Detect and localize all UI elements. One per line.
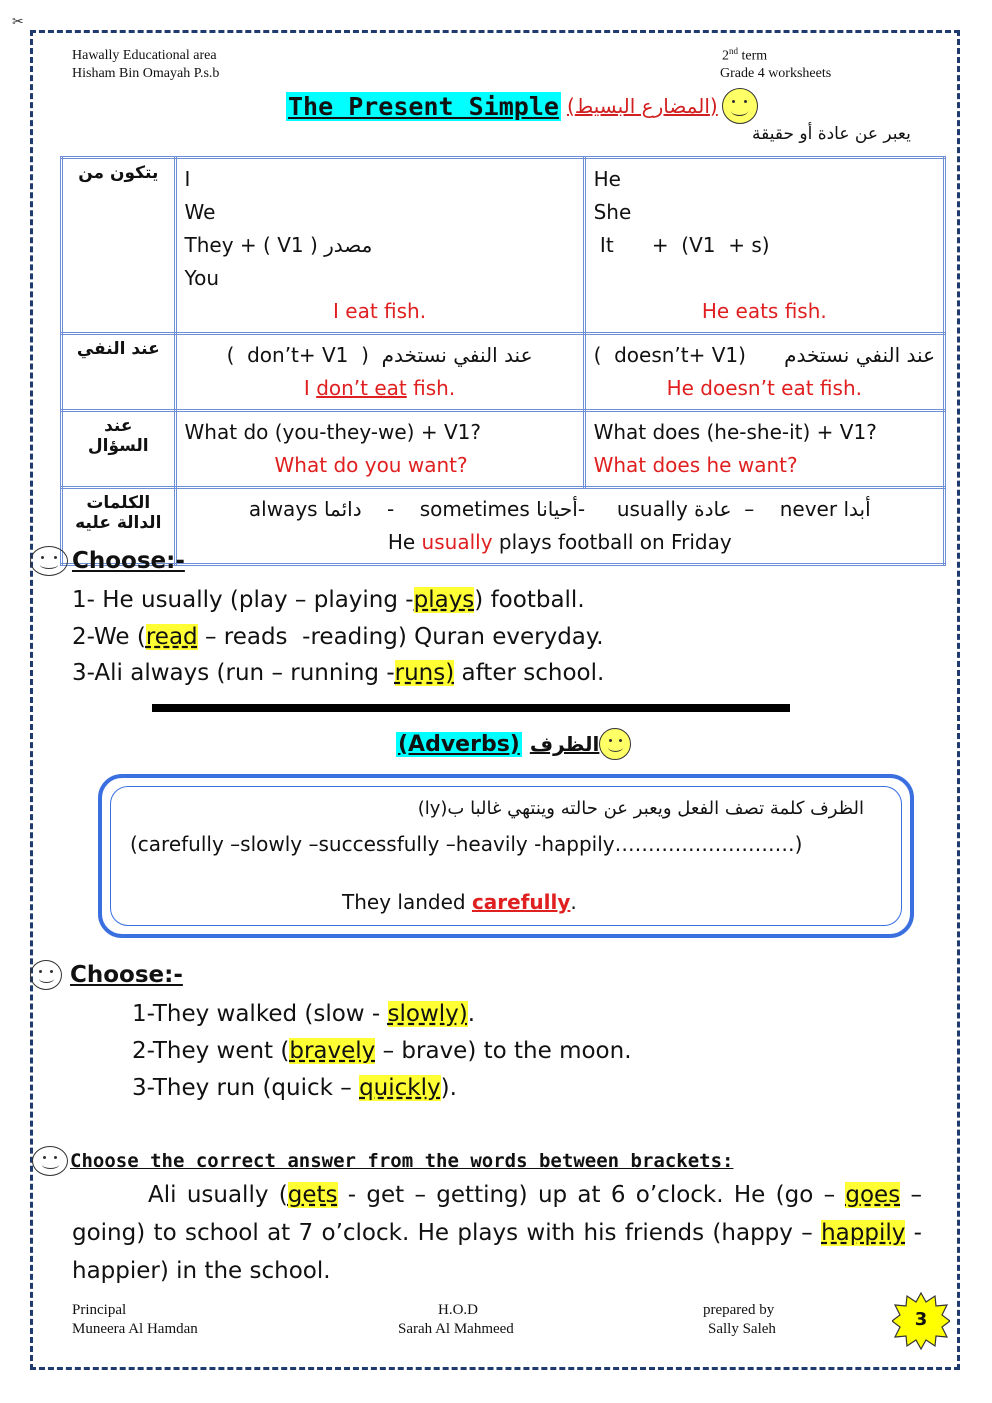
exercise-item	[132, 1070, 457, 1107]
page-title	[286, 88, 758, 124]
exercise-item	[132, 996, 475, 1033]
answer-highlight: goes	[845, 1182, 901, 1208]
smiley-icon	[30, 960, 62, 990]
page-number-badge	[892, 1292, 950, 1350]
question-rule: What does (he-she-it) + V1?	[593, 420, 877, 444]
answer-highlight: quickly	[359, 1075, 441, 1101]
table-cell	[584, 334, 944, 411]
keywords-line: always دائما - sometimes أحيانا- usually عادة – never أبدا	[248, 497, 871, 521]
adverb-examples: (carefully –slowly –successfully –heavily -happily………………………)	[130, 832, 803, 856]
table-cell	[175, 334, 584, 411]
header-grade: Grade 4 worksheets	[720, 66, 832, 81]
row-label: يتكون من	[62, 158, 176, 334]
pronoun-line: They + ( V1 ) مصدر	[184, 233, 373, 257]
question-text: – reads -reading) Quran everyday.	[197, 624, 604, 650]
example-sentence: He doesn’t eat fish.	[666, 376, 862, 400]
section2-heading	[30, 960, 183, 990]
header-term	[722, 46, 767, 65]
example-part: plays football on Friday	[492, 530, 732, 554]
table-cell	[175, 411, 584, 488]
adverb-definition: الظرف كلمة تصف الفعل ويعبر عن حالته وينتهي غالبا ب(ly)	[417, 798, 864, 819]
example-sentence: He eats fish.	[701, 299, 827, 323]
grammar-table	[60, 156, 946, 566]
pronoun-line: She	[593, 200, 632, 224]
question-text: ) football.	[474, 587, 585, 613]
question-text: – brave) to the moon.	[375, 1038, 632, 1064]
example-part: He	[387, 530, 422, 554]
section-divider	[152, 704, 790, 712]
pronoun-line: We	[184, 200, 216, 224]
answer-highlight: happily	[821, 1220, 906, 1246]
title-note: يعبر عن عادة أو حقيقة	[752, 124, 911, 144]
paragraph-text: – going) to school at 7 o’clock. He plays with his friends (happy –	[72, 1182, 923, 1246]
question-text: after school.	[454, 660, 605, 686]
row-label: عند السؤال	[62, 411, 176, 488]
instruction-heading: Choose the correct answer from the words between brackets:	[70, 1150, 734, 1172]
example-sentence	[185, 526, 935, 559]
table-row	[62, 334, 945, 411]
example-sentence	[185, 372, 575, 405]
section3-heading	[32, 1146, 733, 1176]
example-sentence: What do you want?	[274, 453, 468, 477]
answer-highlight: plays	[413, 587, 475, 613]
table-row	[62, 488, 945, 565]
pronoun-line: He	[593, 167, 621, 191]
question-text: 2-They went (	[132, 1038, 290, 1064]
pronoun-line: I	[184, 167, 191, 191]
exercise-item	[72, 655, 604, 692]
table-row	[62, 411, 945, 488]
question-text: 2-We (	[72, 624, 146, 650]
paragraph-text: - get – getting) up at 6 o’clock. He (go –	[337, 1182, 846, 1208]
exercise-paragraph	[72, 1176, 922, 1290]
example-part: I	[303, 376, 317, 400]
title-arabic: (المضارع البسيط)	[566, 94, 718, 118]
question-text: 3-They run (quick –	[132, 1075, 360, 1101]
answer-highlight: read	[145, 624, 198, 650]
term-suffix: nd	[729, 46, 738, 56]
term-word: term	[741, 48, 768, 64]
footer-hod-title: H.O.D	[438, 1302, 478, 1318]
negation-rule: ( doesn’t+ V1) عند النفي نستخدم	[593, 343, 935, 367]
title-english: The Present Simple	[288, 91, 559, 121]
adverb-sentence	[342, 890, 577, 914]
term-number: 2	[722, 48, 729, 64]
footer-principal-name: Muneera Al Hamdan	[72, 1321, 198, 1337]
row-label: عند النفي	[62, 334, 176, 411]
question-text: ).	[440, 1075, 457, 1101]
section1-heading	[30, 546, 185, 576]
adverbs-title	[396, 728, 631, 760]
question-text: 3-Ali always (run – running -	[72, 660, 395, 686]
negation-rule: ( don’t+ V1 ) عند النفي نستخدم	[226, 343, 533, 367]
choose-heading: Choose:-	[70, 962, 183, 988]
pronoun-line: It + (V1 + s)	[593, 233, 770, 257]
footer-prepared-title: prepared by	[703, 1302, 775, 1318]
table-cell	[175, 158, 584, 334]
answer-highlight: runs)	[394, 660, 455, 686]
smiley-icon	[30, 546, 68, 576]
example-keyword: usually	[421, 530, 493, 554]
sentence-adverb: carefully	[471, 890, 571, 914]
footer-prepared-name: Sally Saleh	[708, 1321, 776, 1337]
smiley-icon	[32, 1146, 68, 1176]
page-number: 3	[914, 1309, 928, 1330]
row-label: الكلمات الدالة عليه	[62, 488, 176, 565]
example-sentence: I eat fish.	[333, 299, 427, 323]
header-area: Hawally Educational area	[72, 48, 217, 63]
paragraph-text: - happier) in the school.	[72, 1220, 922, 1284]
question-rule: What do (you-they-we) + V1?	[184, 420, 481, 444]
example-part: fish.	[406, 376, 456, 400]
example-underlined: don’t eat	[316, 376, 407, 400]
adverbs-title-english: (Adverbs)	[398, 731, 520, 757]
answer-highlight: slowly)	[387, 1001, 468, 1027]
sentence-part: They landed	[342, 890, 472, 914]
question-text: .	[467, 1001, 476, 1027]
footer-principal-title: Principal	[72, 1302, 127, 1318]
adverbs-title-arabic: الظرف	[529, 732, 600, 756]
exercise-item	[72, 582, 585, 619]
scissors-icon: ✂	[12, 14, 24, 30]
table-row	[62, 158, 945, 334]
footer-hod-name: Sarah Al Mahmeed	[398, 1321, 514, 1337]
smiley-icon	[599, 728, 631, 760]
choose-heading: Choose:-	[72, 548, 185, 574]
exercise-item	[72, 619, 604, 656]
smiley-icon	[722, 88, 758, 124]
example-sentence: What does he want?	[593, 453, 798, 477]
sentence-part: .	[570, 890, 577, 914]
table-cell	[175, 488, 944, 565]
exercise-item	[132, 1033, 632, 1070]
pronoun-line: You	[184, 266, 220, 290]
question-text: 1-They walked (slow -	[132, 1001, 388, 1027]
answer-highlight: gets	[287, 1182, 338, 1208]
table-cell	[584, 411, 944, 488]
paragraph-text: Ali usually (	[148, 1182, 288, 1208]
answer-highlight: bravely	[289, 1038, 376, 1064]
table-cell	[584, 158, 944, 334]
header-school: Hisham Bin Omayah P.s.b	[72, 66, 220, 81]
question-text: 1- He usually (play – playing -	[72, 587, 414, 613]
